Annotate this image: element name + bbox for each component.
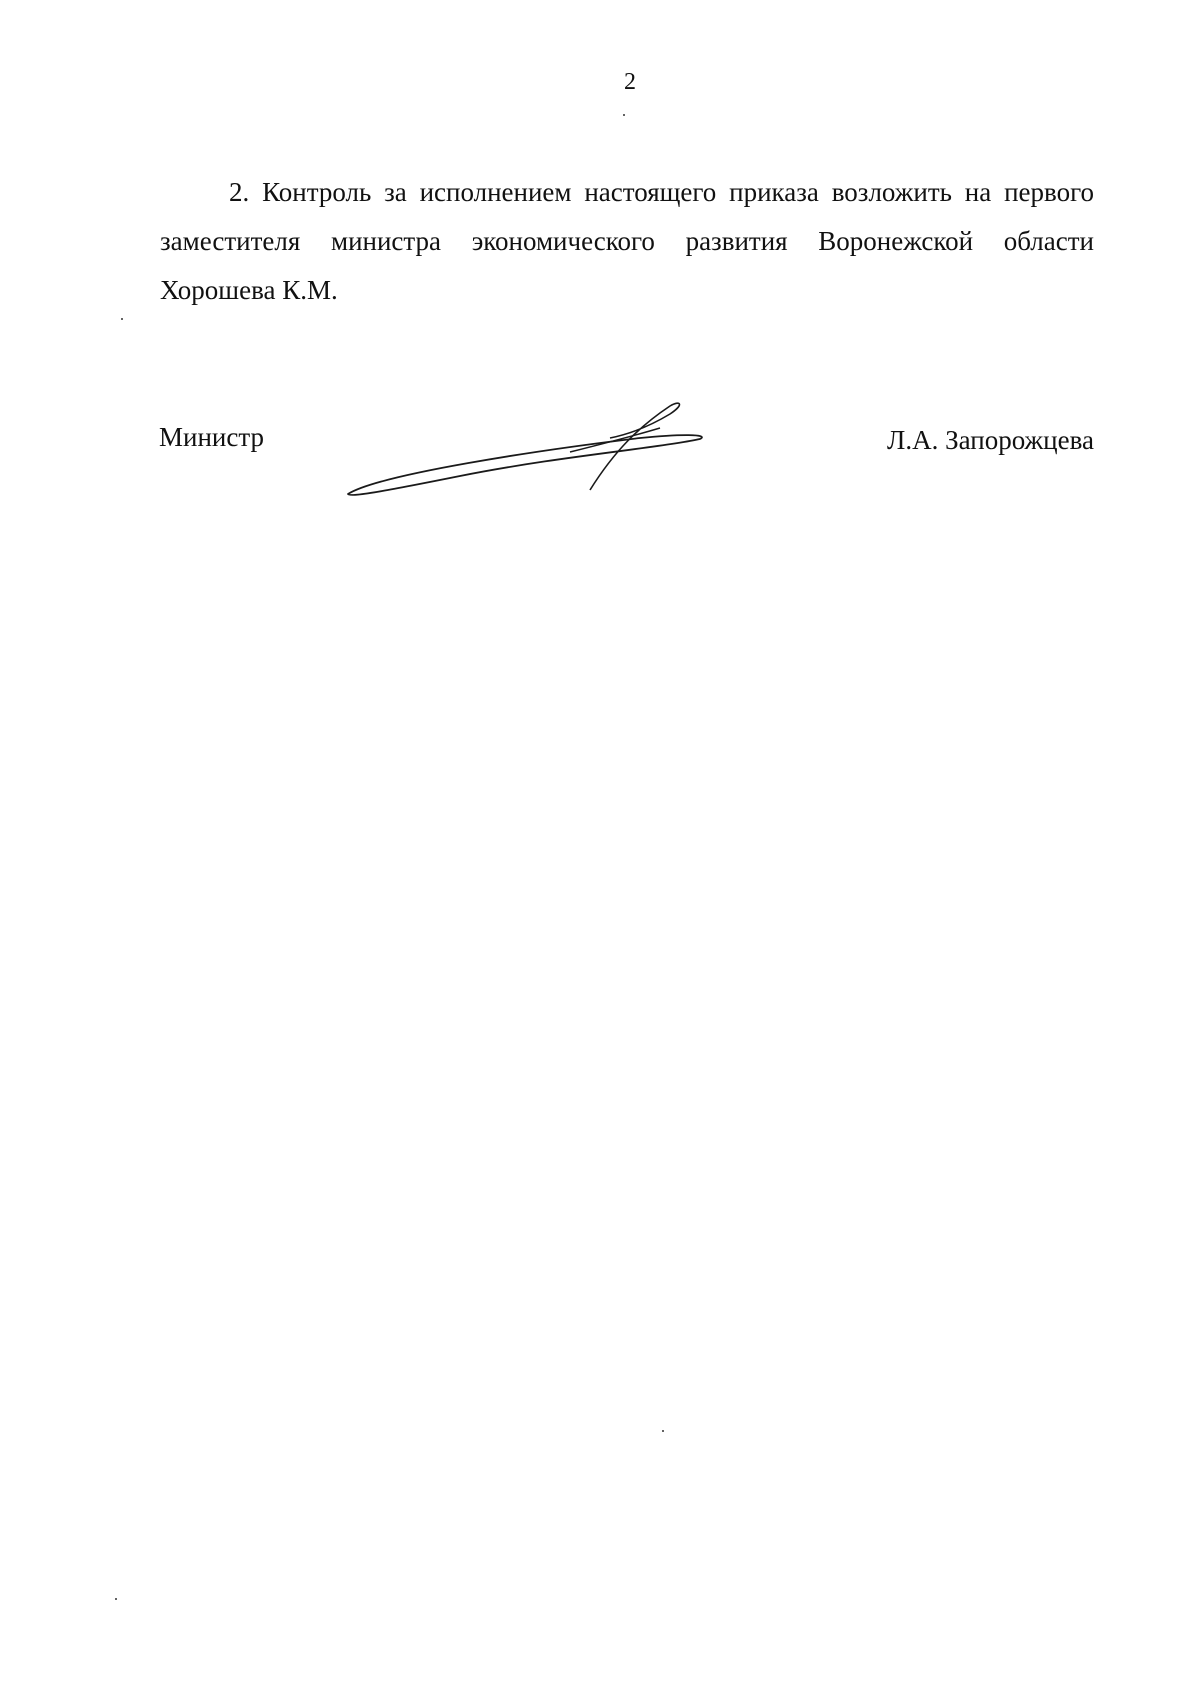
scan-speck (623, 114, 625, 116)
signer-name: Л.А. Запорожцева (887, 425, 1094, 455)
body-paragraph: 2. Контроль за исполнением настоящего приказа возложить на первого заместителя министра экономического развития Воронежской области Хорошева К.М. (160, 177, 1094, 305)
handwritten-signature (340, 390, 760, 510)
page-number: 2 (624, 69, 636, 95)
scan-speck (115, 1598, 117, 1600)
scan-speck (662, 1430, 664, 1432)
signer-position: Министр (159, 422, 264, 452)
scan-speck (121, 318, 123, 320)
